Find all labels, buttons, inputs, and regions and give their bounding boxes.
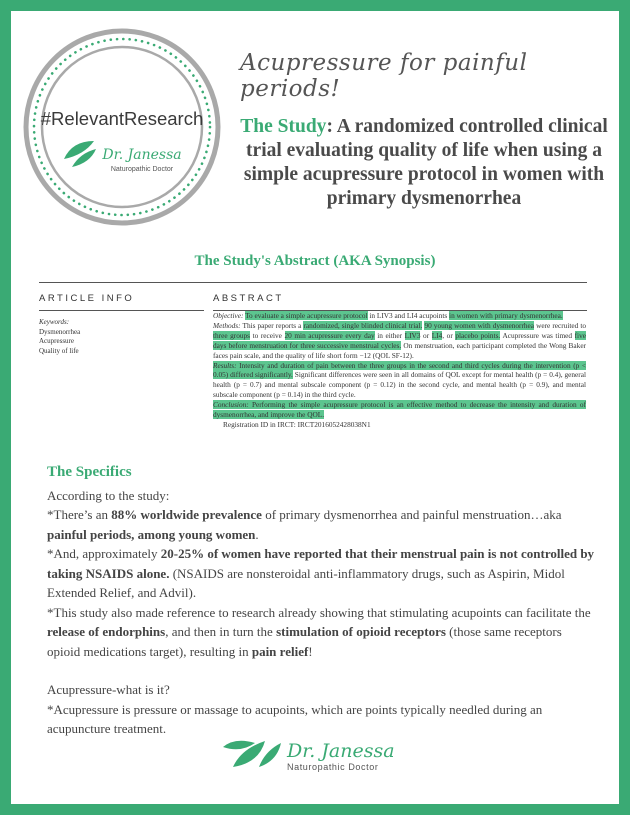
text: *And, approximately [47, 546, 161, 561]
divider [39, 282, 587, 283]
study-title [232, 115, 616, 211]
keyword: Dysmenorrhea [39, 327, 81, 336]
specifics-paragraph [47, 603, 597, 662]
footer-brand: Dr. Janessa [287, 740, 395, 762]
highlighted-text: LI4 [431, 330, 443, 340]
footer-subtitle: Naturopathic Doctor [287, 762, 379, 772]
bold-text: pain relief [251, 643, 309, 659]
text: (those same receptors opioid medications target), resulting in [47, 624, 562, 659]
specifics-title: The Specifics [47, 464, 132, 480]
specifics-paragraph: *Acupressure is pressure or massage to acupoints, which are points typically needled during an acupuncture treatment. [47, 701, 543, 736]
keywords [39, 318, 80, 356]
bold-text: painful periods, among young women [47, 526, 256, 542]
highlighted-text: in women with primary dysmenorrhea. [449, 311, 563, 320]
highlighted-text: Intensity and duration of pain between the three groups in the second and third cycles during the intervention (p < 0.05) differed significantly. [213, 360, 586, 380]
registration-id: Registration ID in IRCT: IRCT2016052428038N1 [223, 419, 371, 429]
text: *This study also made reference to research already showing that stimulating acupoints can facilitate the [47, 604, 591, 620]
keyword: Acupressure [39, 337, 74, 345]
specifics-intro: According to the study: [47, 487, 170, 503]
leaf-logo-icon [223, 741, 281, 767]
abstract-text: Significant differences were seen in all domains of QOL except for mental health (p = 0.4), general health (p = 0.7) and mental subscale component (p = 0.12) in the second cycle, and mental health (p = 0.9), and mental subscale component (p = 0.14) in the third cycle. [213, 370, 586, 400]
study-text: : A randomized controlled clinical trial evaluating quality of life when using a simple acupressure protocol in women with primary dysmenorrhea [243, 116, 608, 209]
leaf-logo-icon [64, 141, 96, 167]
bold-text: 20-25% of women have reported that their menstrual pain is not controlled by taking NSAIDS alone. [47, 546, 595, 581]
abstract-text: in LIV3 and LI4 acupoints [367, 311, 450, 320]
keywords-label: Keywords: [39, 318, 70, 326]
abstract-text: were recruited to [534, 320, 587, 330]
abstract-section-title: The Study's Abstract (AKA Synopsis) [194, 253, 436, 269]
abstract-heading: ABSTRACT [213, 293, 284, 304]
specifics-section [47, 463, 597, 739]
badge-brand: Dr. Janessa [102, 147, 182, 163]
abstract-text: or [420, 330, 432, 340]
abstract-text: , or [442, 330, 456, 340]
abstract-body [213, 311, 586, 430]
keyword: Quality of life [39, 346, 79, 355]
text: (NSAIDS are nonsteroidal anti-inflammatory drugs, such as Aspirin, Midol Extended Relief, and Advil). [47, 565, 565, 600]
abstract-text: to receive [250, 330, 285, 340]
bold-text: release of endorphins [47, 624, 166, 639]
bold-text: 88% worldwide prevalence [111, 507, 262, 522]
highlighted-text: To evaluate a simple acupressure protocol [245, 311, 368, 320]
highlighted-text: placebo points. [455, 330, 501, 340]
footer-logo [219, 733, 419, 777]
objective-label: Objective: [213, 311, 244, 320]
abstract-text: Acupressure was timed [500, 330, 575, 340]
highlighted-text: three groups [213, 330, 251, 340]
results-label: Results: [213, 360, 237, 370]
highlighted-text: five days before menstruation for three successive menstrual cycles. [213, 330, 586, 350]
bold-text: stimulation of opioid receptors [276, 624, 446, 639]
specifics-question: Acupressure-what is it? [47, 682, 170, 697]
badge-subtitle: Naturopathic Doctor [110, 166, 174, 173]
conclusion-label: Conclusion: [213, 400, 249, 410]
abstract-text: This paper reports a [240, 320, 304, 330]
abstract-text: in either [374, 330, 405, 340]
specifics-paragraph [47, 505, 597, 544]
text: . [255, 526, 259, 542]
text: *There’s an [47, 507, 112, 522]
highlighted-text: Performing the simple acupressure protocol is an effective method to decrease the intensity and duration of dysmenorrhea, and improve the QOL. [213, 400, 586, 420]
abstract-text: On menstruation, each participant completed the Wong Baker faces pain scale, and the quality of life short form −12 (QOL SF-12). [213, 340, 586, 360]
relevant-research-badge [22, 27, 222, 227]
specifics-paragraph [47, 544, 597, 603]
divider [39, 310, 204, 311]
highlighted-text: 20 min acupressure every day [284, 330, 375, 340]
text: of primary dysmenorrhea and painful menstruation…aka [261, 507, 562, 522]
study-lead: The Study [240, 116, 327, 137]
highlighted-text: randomized, single blinded clinical trial. [303, 320, 423, 330]
methods-label: Methods: [213, 320, 241, 330]
badge-hashtag: #RelevantResearch [40, 108, 204, 129]
article-info-heading: ARTICLE INFO [39, 293, 135, 304]
text: , and then in turn the [165, 624, 277, 639]
headline: Acupressure for painful periods! [240, 50, 528, 102]
text: ! [308, 643, 313, 659]
highlighted-text: 90 young women with dysmenorrhea [424, 320, 535, 330]
highlighted-text: LIV3 [404, 330, 421, 340]
